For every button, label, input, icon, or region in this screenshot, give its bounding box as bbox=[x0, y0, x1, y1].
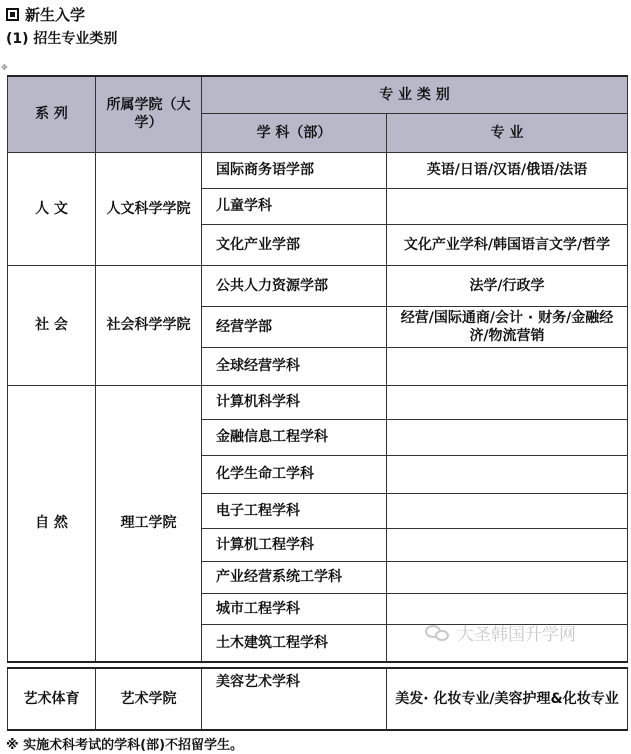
watermark bbox=[425, 620, 576, 645]
header-category: 专 业 类 别 bbox=[202, 76, 628, 113]
department-cell: 艺术体育 bbox=[8, 668, 96, 730]
watermark-text: 大圣韩国升学网 bbox=[457, 625, 576, 645]
college-cell: 人文科学学院 bbox=[96, 152, 202, 265]
faculty-cell: 经营学部 bbox=[202, 306, 387, 347]
faculty-cell: 美容艺术学科 bbox=[202, 668, 387, 730]
department-cell: 自 然 bbox=[8, 385, 96, 662]
table-row bbox=[8, 668, 628, 730]
table-row bbox=[8, 152, 628, 188]
college-cell: 理工学院 bbox=[96, 385, 202, 662]
major-cell bbox=[387, 419, 628, 455]
table-row bbox=[8, 385, 628, 419]
header-faculty: 学 科（部） bbox=[202, 113, 387, 152]
major-cell bbox=[387, 385, 628, 419]
faculty-cell: 金融信息工程学科 bbox=[202, 419, 387, 455]
faculty-cell: 土木建筑工程学科 bbox=[202, 624, 387, 662]
table-anchor-icon: ✥ bbox=[1, 63, 8, 72]
faculty-cell: 文化产业学部 bbox=[202, 224, 387, 265]
faculty-cell: 计算机工程学科 bbox=[202, 528, 387, 561]
major-cell: 美发· 化妆专业/美容护理&化妆专业 bbox=[387, 668, 628, 730]
major-cell bbox=[387, 188, 628, 224]
major-cell bbox=[387, 347, 628, 385]
department-cell: 社 会 bbox=[8, 265, 96, 385]
footnote: ※ 实施术科考试的学科(部)不招留学生。 bbox=[6, 738, 244, 753]
major-cell: 文化产业学科/韩国语言文学/哲学 bbox=[387, 224, 628, 265]
major-cell bbox=[387, 493, 628, 528]
header-department: 系 列 bbox=[8, 76, 96, 152]
square-bullet-icon bbox=[6, 8, 19, 21]
chat-bubbles-icon bbox=[425, 623, 451, 643]
major-cell: 英语/日语/汉语/俄语/法语 bbox=[387, 152, 628, 188]
section-heading-text: 新生入学 bbox=[25, 6, 86, 24]
sub-heading: (1) 招生专业类别 bbox=[6, 31, 118, 47]
faculty-cell: 化学生命工学科 bbox=[202, 455, 387, 493]
faculty-cell: 电子工程学科 bbox=[202, 493, 387, 528]
faculty-cell: 城市工程学科 bbox=[202, 593, 387, 624]
faculty-cell: 全球经营学科 bbox=[202, 347, 387, 385]
college-cell: 艺术学院 bbox=[96, 668, 202, 730]
college-cell: 社会科学学院 bbox=[96, 265, 202, 385]
faculty-cell: 国际商务语学部 bbox=[202, 152, 387, 188]
department-cell: 人 文 bbox=[8, 152, 96, 265]
major-cell: 经营/国际通商/会计 · 财务/金融经济/物流营销 bbox=[387, 306, 628, 347]
header-major: 专 业 bbox=[387, 113, 628, 152]
major-cell bbox=[387, 561, 628, 593]
faculty-cell: 儿童学科 bbox=[202, 188, 387, 224]
header-college: 所属学院（大学） bbox=[96, 76, 202, 152]
faculty-cell: 计算机科学科 bbox=[202, 385, 387, 419]
table-row bbox=[8, 265, 628, 306]
section-heading bbox=[6, 4, 85, 25]
faculty-cell: 公共人力资源学部 bbox=[202, 265, 387, 306]
major-cell bbox=[387, 528, 628, 561]
major-cell bbox=[387, 455, 628, 493]
faculty-cell: 产业经营系统工学科 bbox=[202, 561, 387, 593]
major-cell: 法学/行政学 bbox=[387, 265, 628, 306]
